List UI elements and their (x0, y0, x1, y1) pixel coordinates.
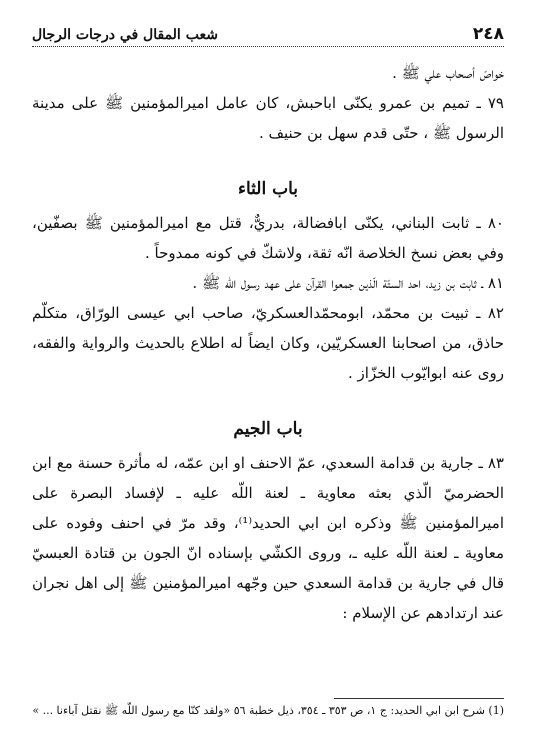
page-body (32, 58, 504, 628)
running-title: شعب المقال في درجات الرجال (32, 27, 218, 43)
section-heading-jim: باب الجيم (233, 419, 303, 439)
section-heading-tha: باب الثاء (237, 179, 299, 199)
page-header (32, 22, 504, 47)
paragraph-81: ٨١ ـ ثابت بن زيد، احد الستّة الّذين جمعوا القرآن على عهد رسول اللّه ﷺ . (192, 274, 504, 292)
paragraph-80: ٨٠ ـ ثابت البناني، يكنّى ابافضالة، بدريٌّ، قتل مع اميرالمؤمنين ﷺ بصفّين، وفي بعض نسخ الخلاصة انّه ثقة، ولاشكّ في كونه ممدوحاً . (32, 214, 504, 262)
paragraph-intro: خواصّ أصحاب علي ﷺ . (392, 64, 504, 82)
paragraph-83: ٨٣ ـ جارية بن قدامة السعدي، عمّ الاحنف او ابن عمّه، له مأثرة حسنة مع ابن الحضرميّ الّذي بعثه معاوية ـ لعنة اللّه عليه ـ لإفساد البصرة على اميرالمؤمنين ﷺ وذكره ابن ابي الحديد⁽¹⁾، وقد مرّ في احنف وفوده على معاوية ـ لعنة اللّه عليه ـ، وروى الكشّي بإسناده انّ الجون بن قتادة العبسيّ قال في جارية بن قدامة السعدي حين وجّهه اميرالمؤمنين ﷺ إلى اهل نجران عند ارتدادهم عن الإسلام : (32, 454, 504, 622)
paragraph-79: ٧٩ ـ تميم بن عمرو يكنّى اباحبش، كان عامل اميرالمؤمنين ﷺ على مدينة الرسول ﷺ ، حتّى قدم سهل بن حنيف . (32, 94, 504, 142)
paragraph-82: ٨٢ ـ ثبيت بن محمّد، ابومحمّدالعسكريّ، صاحب ابي عيسى الورّاق، متكلّم حاذق، من اصحابنا العسكريّين، وكان ايضاً له اطلاع بالحديث والرواية والفقه، روى عنه ابوايّوب الخزّاز . (32, 304, 504, 382)
footnote-separator (334, 698, 504, 699)
page-number: ٢٤٨ (472, 24, 504, 44)
footnote: (1) شرح ابن ابي الحديد: ج ١، ص ٣٥٣ ـ ٣٥٤، ذيل خطبة ٥٦ «ولقد كنّا مع رسول اللّه ﷺ نقتل آباءنا ... » (32, 704, 504, 717)
